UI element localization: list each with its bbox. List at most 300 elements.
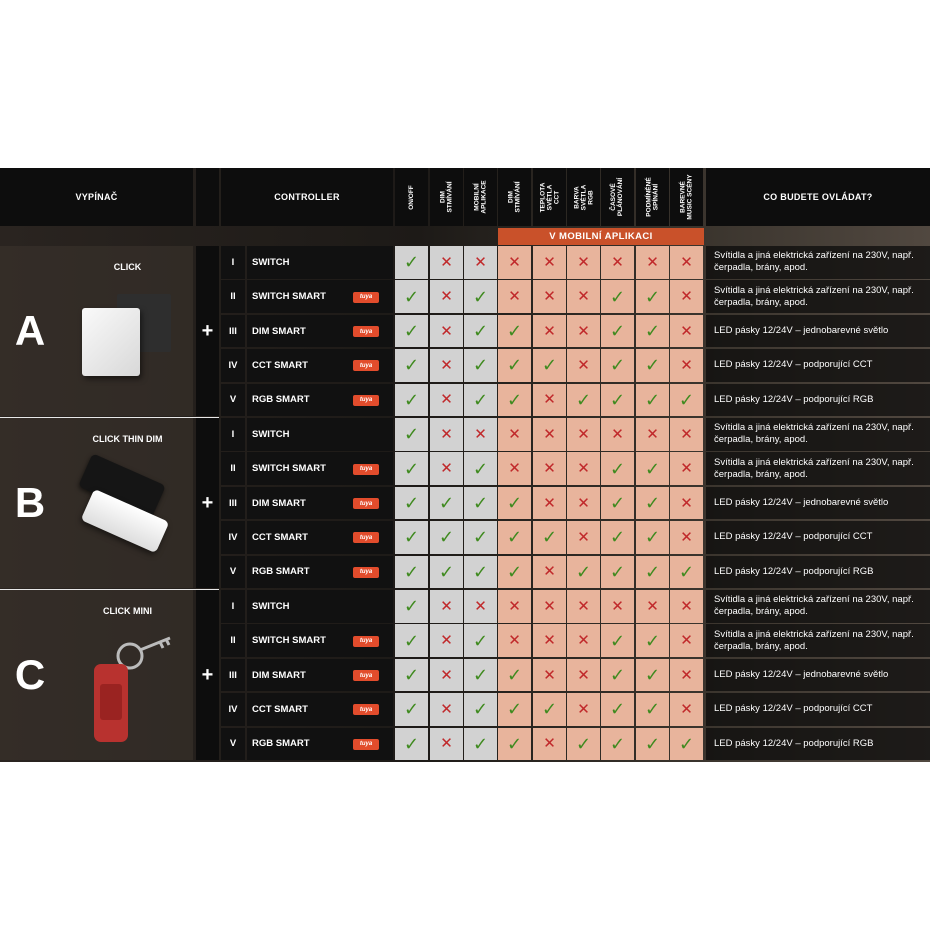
tuya-logo: tuya — [353, 498, 379, 509]
cross-icon: ✕ — [646, 597, 659, 615]
feature-cell — [533, 384, 566, 417]
cross-icon: ✕ — [680, 632, 693, 650]
feature-cell — [636, 521, 669, 554]
controller-name: SWITCH — [252, 256, 290, 268]
check-icon: ✓ — [403, 630, 420, 651]
cross-icon: ✕ — [440, 356, 453, 374]
header-spacer — [196, 168, 219, 226]
cross-icon: ✕ — [543, 563, 556, 581]
row-roman-numeral: I — [221, 246, 245, 279]
row-description: Svítidla a jiná elektrická zařízení na 230V, např. čerpadla, brány, apod. — [706, 590, 930, 623]
feature-cell — [636, 590, 669, 623]
header-feature-4 — [498, 168, 531, 226]
check-icon: ✓ — [403, 458, 420, 479]
check-icon: ✓ — [644, 699, 661, 720]
feature-cell — [567, 418, 600, 451]
feature-cell — [533, 315, 566, 348]
check-icon: ✓ — [472, 458, 489, 479]
plus-icon: + — [196, 246, 219, 416]
click-mini-image — [62, 628, 193, 748]
feature-cell — [567, 315, 600, 348]
controller-name: SWITCH SMART — [252, 463, 326, 475]
check-icon: ✓ — [403, 355, 420, 376]
cross-icon: ✕ — [440, 735, 453, 753]
feature-cell — [636, 418, 669, 451]
check-icon: ✓ — [472, 630, 489, 651]
row-roman-numeral: III — [221, 487, 245, 520]
cross-icon: ✕ — [680, 322, 693, 340]
feature-cell — [601, 384, 634, 417]
feature-cell — [498, 728, 531, 761]
check-icon: ✓ — [609, 286, 626, 307]
feature-cell — [430, 624, 463, 657]
row-roman-numeral: II — [221, 280, 245, 313]
feature-cell — [395, 556, 428, 589]
row-roman-numeral: I — [221, 590, 245, 623]
feature-cell — [601, 280, 634, 313]
tuya-logo: tuya — [353, 670, 379, 681]
feature-cell — [430, 487, 463, 520]
cross-icon: ✕ — [440, 391, 453, 409]
cross-icon: ✕ — [508, 597, 521, 615]
row-controller — [247, 315, 393, 348]
row-description: Svítidla a jiná elektrická zařízení na 230V, např. čerpadla, brány, apod. — [706, 624, 930, 657]
feature-cell — [498, 349, 531, 382]
cross-icon: ✕ — [577, 632, 590, 650]
feature-cell — [670, 556, 703, 589]
row-controller — [247, 349, 393, 382]
cross-icon: ✕ — [680, 425, 693, 443]
feature-cell — [395, 487, 428, 520]
feature-cell — [636, 315, 669, 348]
cross-icon: ✕ — [577, 528, 590, 546]
row-description: Svítidla a jiná elektrická zařízení na 230V, např. čerpadla, brány, apod. — [706, 418, 930, 451]
cross-icon: ✕ — [680, 253, 693, 271]
click-thin-dim-image — [62, 456, 193, 576]
feature-cell — [567, 349, 600, 382]
feature-cell — [430, 384, 463, 417]
tuya-logo: tuya — [353, 636, 379, 647]
feature-cell — [464, 384, 497, 417]
feature-cell — [430, 659, 463, 692]
feature-cell — [498, 693, 531, 726]
feature-cell — [670, 590, 703, 623]
check-icon: ✓ — [644, 733, 661, 754]
feature-cell — [498, 315, 531, 348]
feature-cell — [533, 556, 566, 589]
click-switch-image — [62, 284, 193, 404]
feature-cell — [395, 693, 428, 726]
tuya-logo: tuya — [353, 464, 379, 475]
check-icon: ✓ — [541, 527, 558, 548]
cross-icon: ✕ — [680, 666, 693, 684]
row-controller — [247, 624, 393, 657]
feature-cell — [601, 521, 634, 554]
header-feature-9 — [670, 168, 703, 226]
header-control-target: CO BUDETE OVLÁDAT? — [706, 168, 930, 226]
check-icon: ✓ — [644, 561, 661, 582]
check-icon: ✓ — [541, 699, 558, 720]
row-roman-numeral: IV — [221, 349, 245, 382]
feature-cell — [533, 728, 566, 761]
check-icon: ✓ — [609, 733, 626, 754]
header-feature-1 — [395, 168, 428, 226]
cross-icon: ✕ — [440, 597, 453, 615]
cross-icon: ✕ — [543, 288, 556, 306]
feature-cell — [464, 418, 497, 451]
row-controller — [247, 452, 393, 485]
feature-cell — [670, 624, 703, 657]
check-icon: ✓ — [403, 424, 420, 445]
feature-cell — [464, 590, 497, 623]
feature-cell — [464, 556, 497, 589]
feature-cell — [430, 452, 463, 485]
feature-cell — [670, 693, 703, 726]
feature-cell — [533, 590, 566, 623]
feature-cell — [567, 521, 600, 554]
cross-icon: ✕ — [508, 425, 521, 443]
feature-cell — [533, 246, 566, 279]
plus-icon: + — [196, 418, 219, 588]
group-letter: C — [14, 651, 46, 698]
cross-icon: ✕ — [577, 288, 590, 306]
check-icon: ✓ — [644, 389, 661, 410]
cross-icon: ✕ — [440, 288, 453, 306]
header-feature-3 — [464, 168, 497, 226]
row-roman-numeral: V — [221, 728, 245, 761]
cross-icon: ✕ — [440, 700, 453, 718]
feature-cell — [567, 693, 600, 726]
check-icon: ✓ — [472, 561, 489, 582]
feature-cell — [395, 418, 428, 451]
check-icon: ✓ — [403, 389, 420, 410]
check-icon: ✓ — [403, 596, 420, 617]
cross-icon: ✕ — [543, 253, 556, 271]
feature-cell — [533, 280, 566, 313]
cross-icon: ✕ — [680, 460, 693, 478]
header-feature-label: BARVA SVĚTLA RGB — [573, 184, 594, 210]
check-icon: ✓ — [609, 389, 626, 410]
check-icon: ✓ — [472, 355, 489, 376]
feature-cell — [670, 521, 703, 554]
cross-icon: ✕ — [543, 494, 556, 512]
feature-cell — [636, 349, 669, 382]
controller-name: RGB SMART — [252, 566, 310, 578]
feature-cell — [395, 521, 428, 554]
feature-cell — [670, 246, 703, 279]
group-switch-name: CLICK THIN DIM — [92, 434, 163, 444]
feature-cell — [498, 246, 531, 279]
row-controller — [247, 384, 393, 417]
check-icon: ✓ — [609, 561, 626, 582]
cross-icon: ✕ — [543, 632, 556, 650]
feature-cell — [636, 556, 669, 589]
check-icon: ✓ — [506, 733, 523, 754]
tuya-logo: tuya — [353, 395, 379, 406]
check-icon: ✓ — [644, 665, 661, 686]
feature-cell — [567, 384, 600, 417]
controller-name: CCT SMART — [252, 359, 308, 371]
controller-name: RGB SMART — [252, 394, 310, 406]
row-roman-numeral: V — [221, 556, 245, 589]
check-icon: ✓ — [609, 493, 626, 514]
cross-icon: ✕ — [508, 460, 521, 478]
feature-cell — [636, 384, 669, 417]
feature-cell — [533, 693, 566, 726]
feature-cell — [498, 280, 531, 313]
row-controller — [247, 556, 393, 589]
feature-cell — [464, 728, 497, 761]
group-switch-name: CLICK MINI — [103, 606, 152, 616]
feature-cell — [670, 384, 703, 417]
cross-icon: ✕ — [543, 391, 556, 409]
header-feature-2 — [430, 168, 463, 226]
feature-cell — [533, 624, 566, 657]
feature-cell — [670, 728, 703, 761]
cross-icon: ✕ — [440, 666, 453, 684]
feature-cell — [464, 246, 497, 279]
check-icon: ✓ — [609, 630, 626, 651]
tuya-logo: tuya — [353, 326, 379, 337]
header-controller: CONTROLLER — [221, 168, 393, 226]
cross-icon: ✕ — [474, 425, 487, 443]
cross-icon: ✕ — [543, 425, 556, 443]
feature-cell — [498, 590, 531, 623]
cross-icon: ✕ — [680, 528, 693, 546]
cross-icon: ✕ — [440, 632, 453, 650]
feature-cell — [601, 487, 634, 520]
check-icon: ✓ — [575, 389, 592, 410]
check-icon: ✓ — [678, 561, 695, 582]
feature-cell — [567, 624, 600, 657]
row-description: LED pásky 12/24V – podporující RGB — [706, 556, 930, 589]
feature-cell — [601, 349, 634, 382]
header-feature-label: MOBILNÍ APLIKACE — [473, 180, 488, 214]
feature-cell — [636, 487, 669, 520]
check-icon: ✓ — [472, 286, 489, 307]
feature-cell — [567, 556, 600, 589]
cross-icon: ✕ — [508, 632, 521, 650]
feature-cell — [567, 246, 600, 279]
row-description: Svítidla a jiná elektrická zařízení na 230V, např. čerpadla, brány, apod. — [706, 452, 930, 485]
feature-cell — [498, 487, 531, 520]
feature-cell — [430, 349, 463, 382]
feature-cell — [464, 659, 497, 692]
check-icon: ✓ — [609, 665, 626, 686]
controller-name: SWITCH — [252, 428, 290, 440]
header-feature-label: BAREVNÉ MUSIC SCÉNY — [679, 174, 694, 220]
cross-icon: ✕ — [440, 322, 453, 340]
tuya-logo: tuya — [353, 532, 379, 543]
row-controller — [247, 487, 393, 520]
compatibility-table — [0, 168, 930, 762]
header-feature-6 — [567, 168, 600, 226]
tuya-logo: tuya — [353, 704, 379, 715]
cross-icon: ✕ — [680, 494, 693, 512]
row-roman-numeral: II — [221, 452, 245, 485]
check-icon: ✓ — [403, 321, 420, 342]
check-icon: ✓ — [506, 321, 523, 342]
feature-cell — [464, 349, 497, 382]
cross-icon: ✕ — [577, 494, 590, 512]
check-icon: ✓ — [403, 699, 420, 720]
feature-cell — [601, 624, 634, 657]
check-icon: ✓ — [403, 561, 420, 582]
feature-cell — [395, 280, 428, 313]
row-controller — [247, 418, 393, 451]
feature-cell — [636, 728, 669, 761]
feature-cell — [498, 384, 531, 417]
feature-cell — [567, 280, 600, 313]
controller-name: RGB SMART — [252, 738, 310, 750]
feature-cell — [464, 521, 497, 554]
cross-icon: ✕ — [577, 460, 590, 478]
row-roman-numeral: I — [221, 418, 245, 451]
feature-cell — [670, 487, 703, 520]
feature-cell — [498, 418, 531, 451]
header-feature-5 — [533, 168, 566, 226]
feature-cell — [395, 659, 428, 692]
check-icon: ✓ — [472, 699, 489, 720]
header-feature-8 — [636, 168, 669, 226]
check-icon: ✓ — [438, 493, 455, 514]
check-icon: ✓ — [506, 355, 523, 376]
check-icon: ✓ — [403, 527, 420, 548]
controller-name: DIM SMART — [252, 497, 306, 509]
feature-cell — [670, 659, 703, 692]
check-icon: ✓ — [541, 355, 558, 376]
tuya-logo: tuya — [353, 292, 379, 303]
row-description: Svítidla a jiná elektrická zařízení na 230V, např. čerpadla, brány, apod. — [706, 280, 930, 313]
feature-cell — [430, 590, 463, 623]
feature-cell — [430, 693, 463, 726]
row-controller — [247, 728, 393, 761]
row-description: LED pásky 12/24V – podporující CCT — [706, 693, 930, 726]
feature-cell — [430, 315, 463, 348]
feature-cell — [395, 246, 428, 279]
feature-cell — [670, 315, 703, 348]
check-icon: ✓ — [403, 493, 420, 514]
feature-cell — [498, 556, 531, 589]
feature-cell — [567, 659, 600, 692]
feature-cell — [601, 590, 634, 623]
feature-cell — [636, 280, 669, 313]
feature-cell — [430, 418, 463, 451]
feature-cell — [601, 246, 634, 279]
feature-cell — [395, 728, 428, 761]
feature-cell — [395, 384, 428, 417]
feature-cell — [395, 590, 428, 623]
cross-icon: ✕ — [577, 425, 590, 443]
check-icon: ✓ — [644, 458, 661, 479]
feature-cell — [533, 521, 566, 554]
check-icon: ✓ — [644, 493, 661, 514]
check-icon: ✓ — [609, 355, 626, 376]
feature-cell — [636, 246, 669, 279]
row-controller — [247, 280, 393, 313]
feature-cell — [636, 624, 669, 657]
feature-cell — [533, 452, 566, 485]
cross-icon: ✕ — [543, 735, 556, 753]
row-description: LED pásky 12/24V – podporující RGB — [706, 728, 930, 761]
feature-cell — [498, 624, 531, 657]
tuya-logo: tuya — [353, 739, 379, 750]
cross-icon: ✕ — [474, 597, 487, 615]
cross-icon: ✕ — [680, 597, 693, 615]
check-icon: ✓ — [472, 321, 489, 342]
check-icon: ✓ — [644, 286, 661, 307]
check-icon: ✓ — [403, 733, 420, 754]
feature-cell — [498, 452, 531, 485]
controller-name: SWITCH — [252, 600, 290, 612]
feature-cell — [601, 659, 634, 692]
cross-icon: ✕ — [508, 288, 521, 306]
row-roman-numeral: IV — [221, 693, 245, 726]
feature-cell — [670, 349, 703, 382]
row-roman-numeral: IV — [221, 521, 245, 554]
row-roman-numeral: V — [221, 384, 245, 417]
check-icon: ✓ — [609, 321, 626, 342]
feature-cell — [464, 315, 497, 348]
group-letter: A — [14, 307, 46, 354]
feature-cell — [567, 728, 600, 761]
check-icon: ✓ — [438, 527, 455, 548]
feature-cell — [430, 556, 463, 589]
feature-cell — [670, 452, 703, 485]
cross-icon: ✕ — [543, 460, 556, 478]
cross-icon: ✕ — [577, 253, 590, 271]
check-icon: ✓ — [609, 527, 626, 548]
check-icon: ✓ — [609, 699, 626, 720]
row-description: LED pásky 12/24V – jednobarevné světlo — [706, 659, 930, 692]
feature-cell — [464, 693, 497, 726]
header-feature-label: DIM STMÍVÁNÍ — [439, 181, 454, 213]
cross-icon: ✕ — [611, 253, 624, 271]
check-icon: ✓ — [472, 527, 489, 548]
check-icon: ✓ — [472, 733, 489, 754]
row-description: LED pásky 12/24V – jednobarevné světlo — [706, 487, 930, 520]
controller-name: SWITCH SMART — [252, 291, 326, 303]
check-icon: ✓ — [472, 389, 489, 410]
check-icon: ✓ — [506, 561, 523, 582]
cross-icon: ✕ — [611, 425, 624, 443]
header-feature-label: ČASOVÉ PLÁNOVÁNÍ — [610, 177, 625, 217]
row-controller — [247, 659, 393, 692]
row-description: LED pásky 12/24V – podporující CCT — [706, 349, 930, 382]
check-icon: ✓ — [506, 699, 523, 720]
cross-icon: ✕ — [577, 700, 590, 718]
feature-cell — [430, 728, 463, 761]
feature-cell — [395, 349, 428, 382]
cross-icon: ✕ — [680, 288, 693, 306]
feature-cell — [395, 452, 428, 485]
cross-icon: ✕ — [440, 460, 453, 478]
feature-cell — [533, 659, 566, 692]
check-icon: ✓ — [506, 527, 523, 548]
header-feature-label: DIM STMÍVÁNÍ — [507, 181, 522, 213]
row-description: Svítidla a jiná elektrická zařízení na 230V, např. čerpadla, brány, apod. — [706, 246, 930, 279]
row-controller — [247, 693, 393, 726]
cross-icon: ✕ — [577, 666, 590, 684]
check-icon: ✓ — [644, 355, 661, 376]
feature-cell — [430, 246, 463, 279]
feature-cell — [636, 452, 669, 485]
feature-cell — [670, 280, 703, 313]
cross-icon: ✕ — [646, 253, 659, 271]
row-description: LED pásky 12/24V – jednobarevné světlo — [706, 315, 930, 348]
check-icon: ✓ — [472, 493, 489, 514]
feature-cell — [601, 418, 634, 451]
